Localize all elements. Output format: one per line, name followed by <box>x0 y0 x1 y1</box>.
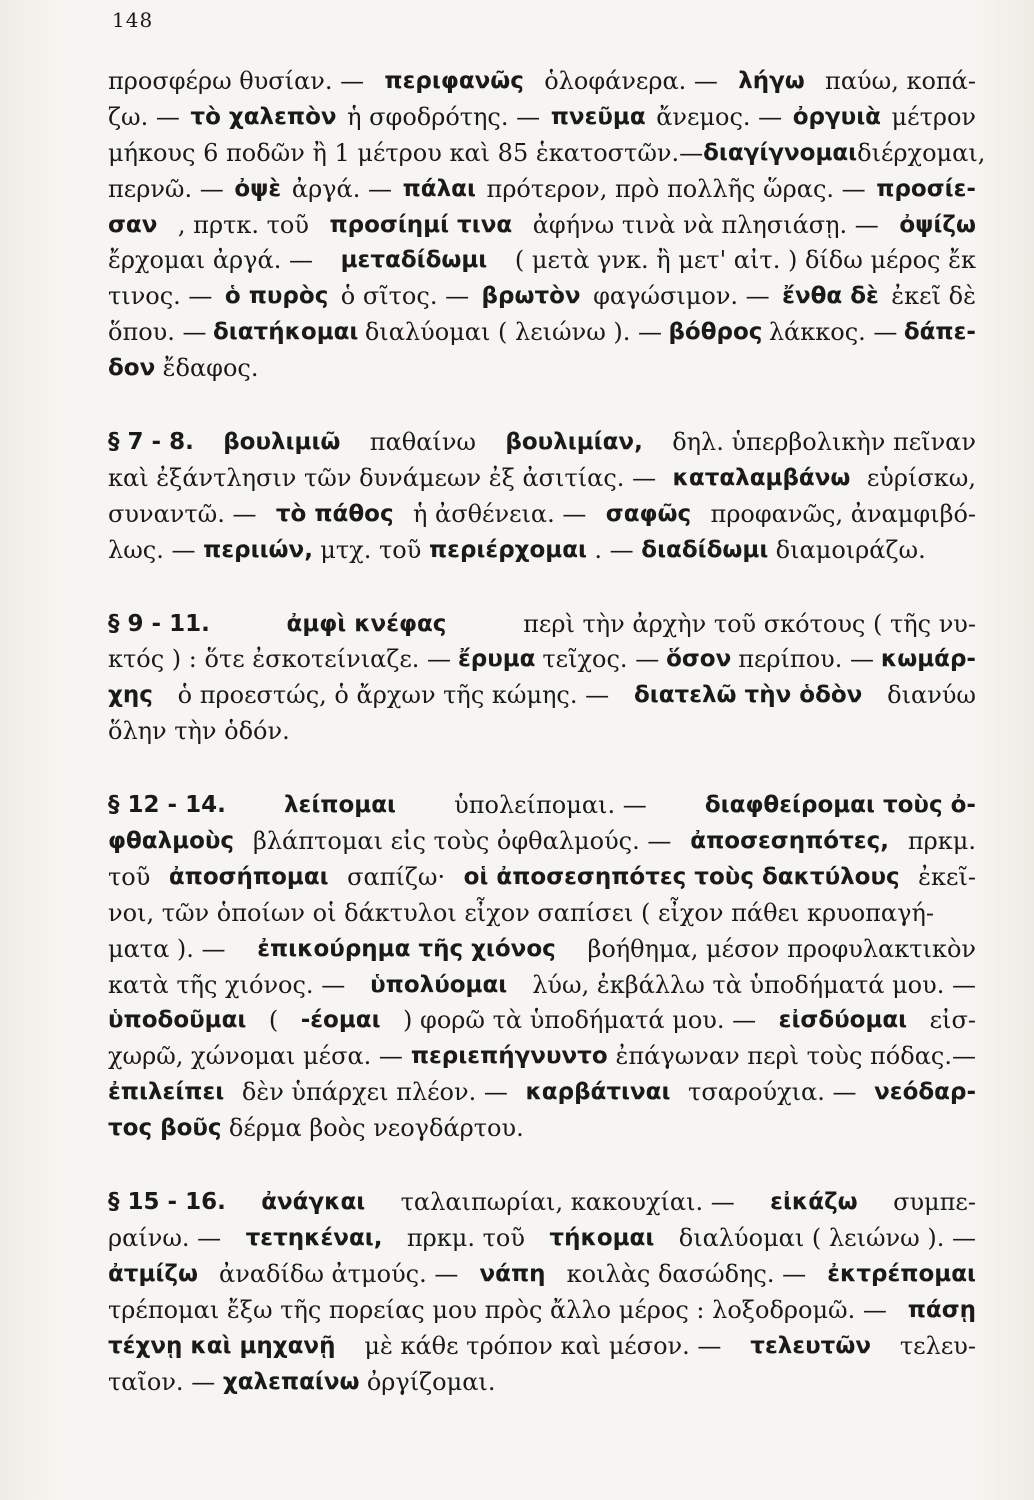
headword: τέχνῃ καὶ μηχανῇ <box>108 1332 336 1359</box>
text-line <box>108 533 976 569</box>
definition-text: μὲ κάθε τρόπον καὶ μέσον. — <box>364 1331 722 1360</box>
headword: προσίημί τινα <box>329 211 513 238</box>
text-line <box>108 1329 976 1365</box>
headword: πάλαι <box>402 175 476 202</box>
headword: δον <box>108 355 156 382</box>
headword: ὁ πυρὸς <box>224 283 329 310</box>
definition-text: τρέπομαι ἔξω τῆς πορείας μου πρὸς ἄλλο μέρος : λοξοδρομῶ. — <box>108 1295 887 1324</box>
definition-text: περὶ τὴν ἀρχὴν τοῦ σκότους ( τῆς νυ- <box>523 609 976 638</box>
definition-text: βλάπτομαι εἰς τοὺς ὀφθαλμούς. — <box>252 827 672 856</box>
headword: ὀργυιὰ <box>792 103 881 130</box>
text-line <box>108 136 986 172</box>
page-number: 148 <box>112 8 154 32</box>
headword: ἀμφὶ κνέφας <box>286 610 447 637</box>
headword: εἰκάζω <box>770 1189 858 1216</box>
definition-text: ταλαιπωρίαι, κακουχίαι. — <box>400 1188 735 1217</box>
text-line <box>108 425 976 461</box>
definition-text: ὁλοφάνερα. — <box>544 67 718 95</box>
headword: ἔνθα δὲ <box>782 283 879 310</box>
definition-text: τελευ- <box>899 1331 976 1360</box>
text-line <box>108 279 976 315</box>
definition-text: μήκους 6 ποδῶν ἢ 1 μέτρου καὶ 85 ἑκατοστῶν.— <box>108 138 704 167</box>
headword: ἀποσήπομαι <box>168 863 329 890</box>
definition-text: ὁ προεστώς, ὁ ἄρχων τῆς κώμης. — <box>177 681 610 710</box>
text-line <box>108 1365 976 1401</box>
definition-text: μέτρον <box>891 102 976 131</box>
definition-text: φαγώσιμον. — <box>593 282 770 311</box>
headword: φθαλμοὺς <box>108 828 235 855</box>
headword: πνεῦμα <box>550 103 646 130</box>
definition-text: ἐκεῖ δὲ <box>891 282 976 311</box>
definition-text: ) φορῶ τὰ ὑποδήματά μου. — <box>403 1006 757 1035</box>
headword: σαφῶς <box>605 500 692 527</box>
headword: σαν <box>108 211 158 238</box>
definition-text: παύω, κοπά- <box>825 67 976 95</box>
headword: § 12 - 14. <box>108 792 226 819</box>
headword: διαφθείρομαι τοὺς ὀ- <box>704 792 976 819</box>
text-line <box>108 1075 976 1111</box>
definition-text: ἡ σφοδρότης. — <box>347 102 541 131</box>
headword: -έομαι <box>300 1007 381 1034</box>
headword: βόθρος <box>668 319 763 346</box>
definition-text: ( <box>268 1006 279 1035</box>
headword: ἐκτρέπομαι <box>827 1260 976 1287</box>
headword: ἀποσεσηπότες, <box>690 828 889 855</box>
headword: βουλιμίαν, <box>505 429 643 456</box>
text-line <box>108 1003 976 1039</box>
definition-text: ἀφήνω τινὰ νὰ πλησιάσῃ. — <box>532 210 879 239</box>
definition-text: χωρῶ, χώνομαι μέσα. — <box>108 1042 403 1071</box>
headword: διαγίγνομαι <box>703 139 858 166</box>
glossary-text <box>108 64 986 1438</box>
definition-text: ὁ σῖτος. — <box>340 282 470 311</box>
definition-text: ἔδαφος. <box>162 354 259 383</box>
headword: διαδίδωμι <box>641 536 769 563</box>
headword: ἀτμίζω <box>108 1260 198 1287</box>
headword: πάσῃ <box>907 1296 976 1323</box>
definition-text: ραίνω. — <box>108 1223 222 1252</box>
text-line <box>108 714 976 750</box>
headword: § 15 - 16. <box>108 1189 226 1216</box>
text-line <box>108 64 976 100</box>
definition-text: ἀργά. — <box>291 174 392 203</box>
definition-text: λύω, ἐκβάλλω τὰ ὑποδήματά μου. — <box>532 970 976 999</box>
headword: βρωτὸν <box>481 283 581 310</box>
headword: τὸ χαλεπὸν <box>190 103 337 130</box>
headword: καταλαμβάνω <box>672 464 851 491</box>
headword: δάπε- <box>903 319 976 346</box>
text-line <box>108 351 976 387</box>
definition-text: ἔρχομαι ἀργά. — <box>108 246 313 275</box>
definition-text: συναντῶ. — <box>108 499 257 528</box>
definition-text: σαπίζω· <box>347 862 446 891</box>
definition-text: δέρμα βοὸς νεογδάρτου. <box>228 1114 524 1143</box>
definition-text: συμπε- <box>893 1188 976 1217</box>
definition-text: τσαρούχια. — <box>688 1078 857 1107</box>
definition-text: κοιλὰς δασώδης. — <box>566 1259 807 1288</box>
headword: διατελῶ τὴν ὁδὸν <box>633 682 863 709</box>
text-line <box>108 1221 976 1257</box>
definition-text: ἐκεῖ- <box>918 862 976 891</box>
definition-text: ζω. — <box>108 102 180 131</box>
headword: ἐπικούρημα τῆς χιόνος <box>257 935 556 962</box>
definition-text: ὅπου. — <box>108 318 207 347</box>
text-line <box>108 860 976 896</box>
headword: κωμάρ- <box>880 646 976 673</box>
text-line <box>108 1039 976 1075</box>
definition-text: διαλύομαι ( λειώνω ). — <box>678 1223 976 1252</box>
headword: περιιών, <box>203 536 313 563</box>
text-line <box>108 461 976 497</box>
headword: ὀψίζω <box>899 211 976 238</box>
headword: προσίε- <box>876 175 976 202</box>
definition-text: δηλ. ὑπερβολικὴν πεῖναν <box>672 428 976 457</box>
text-line <box>108 1293 976 1329</box>
paragraph-section <box>108 788 976 1147</box>
definition-text: καὶ ἐξάντλησιν τῶν δυνάμεων ἐξ ἀσιτίας. — <box>108 463 657 492</box>
definition-text: διαλύομαι ( λειώνω ). — <box>364 318 663 347</box>
headword: ὑπολύομαι <box>370 971 508 998</box>
headword: χαλεπαίνω <box>222 1368 360 1395</box>
definition-text: βοήθημα, μέσον προφυλακτικὸν <box>587 934 976 963</box>
definition-text: παθαίνω <box>369 428 477 457</box>
headword: λείπομαι <box>283 792 396 819</box>
headword: ὀψὲ <box>234 175 282 202</box>
headword: καρβάτιναι <box>525 1079 671 1106</box>
headword: λήγω <box>738 68 805 94</box>
definition-text: ὑπολείπομαι. — <box>454 791 647 820</box>
definition-text: ἐπάγωναν περὶ τοὺς πόδας.— <box>615 1042 976 1071</box>
headword: τελευτῶν <box>750 1332 872 1359</box>
headword: βουλιμιῶ <box>223 429 341 456</box>
definition-text: προφανῶς, ἀναμφιβό- <box>710 499 976 528</box>
definition-text: ὅλην τὴν ὁδόν. <box>108 717 290 746</box>
headword: τος βοῦς <box>108 1115 222 1142</box>
definition-text: εὑρίσκω, <box>866 463 976 492</box>
text-line <box>108 788 976 824</box>
headword: ἔρυμα <box>457 646 536 673</box>
definition-text: ὀργίζομαι. <box>366 1367 496 1396</box>
headword: νάπη <box>479 1260 546 1287</box>
text-line <box>108 1111 976 1147</box>
text-line <box>108 1257 976 1293</box>
definition-text: εἰσ- <box>929 1006 976 1035</box>
headword: μεταδίδωμι <box>340 247 488 274</box>
text-line <box>108 607 976 643</box>
headword: διατήκομαι <box>212 319 359 346</box>
definition-text: κτός ) : ὅτε ἐσκοτείνιαζε. — <box>108 645 452 674</box>
text-line <box>108 968 976 1004</box>
headword: περιέρχομαι <box>428 536 587 563</box>
definition-text: περίπου. — <box>738 645 874 674</box>
definition-text: διανύω <box>887 681 976 710</box>
text-line <box>108 497 976 533</box>
headword: τετηκέναι, <box>245 1224 383 1251</box>
headword: νεόδαρ- <box>874 1079 976 1106</box>
headword: ἐπιλείπει <box>108 1079 225 1106</box>
definition-text: διαμοιράζω. <box>775 535 926 564</box>
text-line <box>108 642 976 678</box>
definition-text: μτχ. τοῦ <box>320 535 422 564</box>
headword: ὅσον <box>666 646 732 673</box>
definition-text: ἡ ἀσθένεια. — <box>413 499 587 528</box>
paragraph-section <box>108 64 986 387</box>
headword: εἰσδύομαι <box>778 1007 908 1034</box>
definition-text: ( μετὰ γνκ. ἢ μετ' αἰτ. ) δίδω μέρος ἔκ <box>514 246 976 275</box>
text-line <box>108 315 976 351</box>
text-line <box>108 208 976 244</box>
definition-text: διέρχομαι, <box>857 138 986 167</box>
paragraph-section <box>108 607 976 751</box>
definition-text: πρκμ. τοῦ <box>406 1223 525 1252</box>
headword: χης <box>108 682 153 709</box>
definition-text: νοι, τῶν ὁποίων οἱ δάκτυλοι εἶχον σαπίσει ( εἶχον πάθει κρυοπαγή- <box>108 898 934 927</box>
paragraph-section <box>108 1185 976 1400</box>
definition-text: τοῦ <box>108 862 151 891</box>
paragraph-section <box>108 425 976 569</box>
text-line <box>108 824 976 860</box>
headword: ἀνάγκαι <box>261 1189 366 1216</box>
text-line <box>108 932 976 968</box>
headword: τὸ πάθος <box>275 500 394 527</box>
definition-text: περνῶ. — <box>108 174 224 203</box>
definition-text: τινος. — <box>108 282 213 311</box>
headword: οἱ ἀποσεσηπότες τοὺς δακτύλους <box>463 863 900 890</box>
text-line <box>108 100 976 136</box>
headword: περιφανῶς <box>384 68 524 94</box>
definition-text: πρότερον, πρὸ πολλῆς ὥρας. — <box>486 174 866 203</box>
definition-text: ταῖον. — <box>108 1367 216 1396</box>
definition-text: λως. — <box>108 535 196 564</box>
definition-text: προσφέρω θυσίαν. — <box>108 67 365 95</box>
definition-text: πρκμ. <box>907 827 976 856</box>
text-line <box>108 678 976 714</box>
definition-text: τεῖχος. — <box>542 645 660 674</box>
headword: τήκομαι <box>549 1224 655 1251</box>
headword: ὑποδοῦμαι <box>108 1007 247 1034</box>
definition-text: ματα ). — <box>108 934 226 963</box>
text-line <box>108 896 976 932</box>
headword: § 7 - 8. <box>108 429 194 456</box>
headword: περιεπήγνυντο <box>410 1043 608 1070</box>
definition-text: λάκκος. — <box>768 318 898 347</box>
definition-text: . — <box>594 535 634 564</box>
text-line <box>108 1185 976 1221</box>
definition-text: ἀναδίδω ἀτμούς. — <box>219 1259 459 1288</box>
definition-text: δὲν ὑπάρχει πλέον. — <box>241 1078 508 1107</box>
definition-text: , πρτκ. τοῦ <box>177 210 309 239</box>
text-line <box>108 243 976 279</box>
headword: § 9 - 11. <box>108 610 210 637</box>
definition-text: ἄνεμος. — <box>656 102 783 131</box>
definition-text: κατὰ τῆς χιόνος. — <box>108 970 346 999</box>
text-line <box>108 172 976 208</box>
